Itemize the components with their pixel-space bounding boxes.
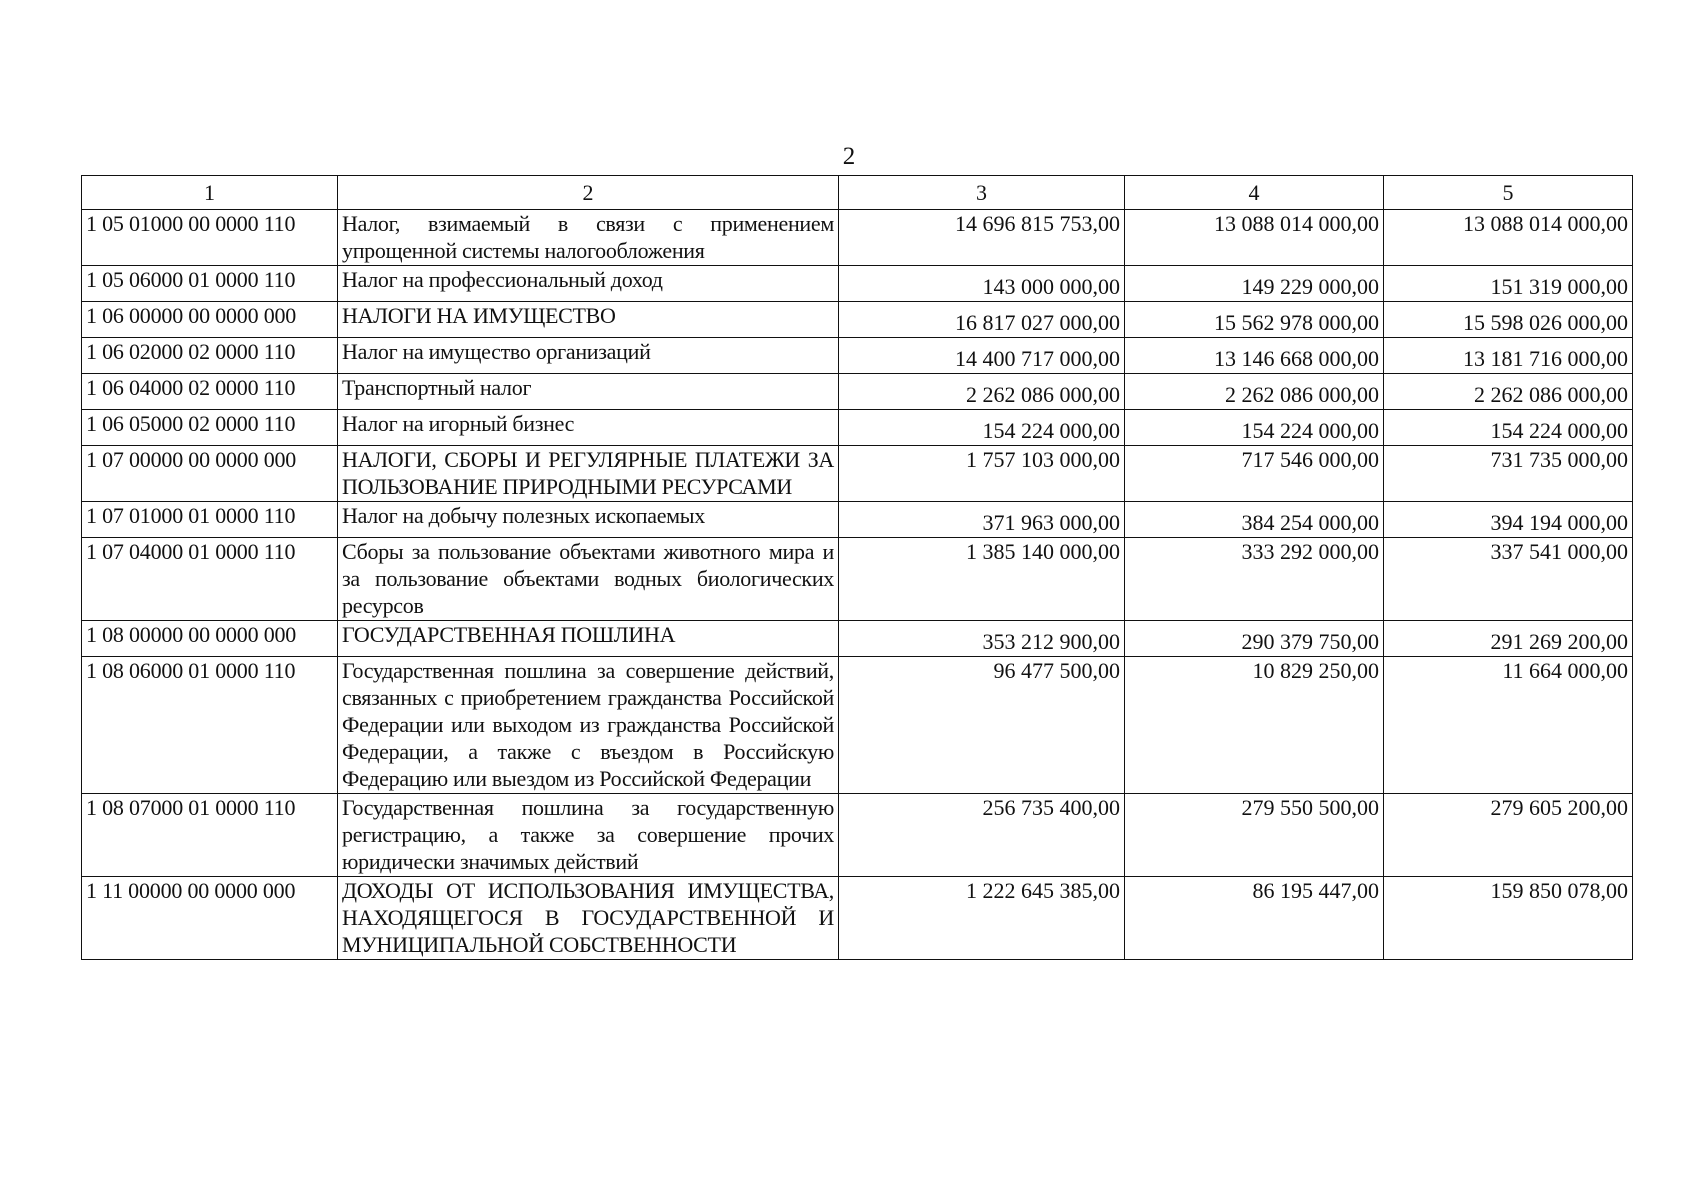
amount-col3: 371 963 000,00	[839, 502, 1125, 538]
amount-col4: 290 379 750,00	[1125, 621, 1384, 657]
amount-col5: 337 541 000,00	[1384, 538, 1633, 621]
table-row	[82, 877, 1633, 960]
amount-col5: 154 224 000,00	[1384, 410, 1633, 446]
revenue-code: 1 06 02000 02 0000 110	[82, 338, 338, 374]
amount-col5: 15 598 026 000,00	[1384, 302, 1633, 338]
amount-col3: 143 000 000,00	[839, 266, 1125, 302]
amount-col4: 333 292 000,00	[1125, 538, 1384, 621]
amount-col4: 13 088 014 000,00	[1125, 210, 1384, 266]
table-row	[82, 621, 1633, 657]
revenue-name: Государственная пошлина за совершение действий, связанных с приобретением гражданства Российской Федерации или выходом из гражданства Российской Федерации, а также с въездом в Российскую Федерацию или выездом из Российской Федерации	[338, 657, 839, 794]
table-row	[82, 210, 1633, 266]
revenue-name: Налог на профессиональный доход	[338, 266, 839, 302]
revenue-code: 1 08 06000 01 0000 110	[82, 657, 338, 794]
amount-col4: 2 262 086 000,00	[1125, 374, 1384, 410]
amount-col5: 2 262 086 000,00	[1384, 374, 1633, 410]
revenue-name: Налог на добычу полезных ископаемых	[338, 502, 839, 538]
revenue-code: 1 08 00000 00 0000 000	[82, 621, 338, 657]
amount-col3: 256 735 400,00	[839, 794, 1125, 877]
revenue-name: Налог на имущество организаций	[338, 338, 839, 374]
amount-col5: 731 735 000,00	[1384, 446, 1633, 502]
revenue-name: Транспортный налог	[338, 374, 839, 410]
revenue-code: 1 06 04000 02 0000 110	[82, 374, 338, 410]
revenue-name: НАЛОГИ, СБОРЫ И РЕГУЛЯРНЫЕ ПЛАТЕЖИ ЗА ПОЛЬЗОВАНИЕ ПРИРОДНЫМИ РЕСУРСАМИ	[338, 446, 839, 502]
amount-col4: 149 229 000,00	[1125, 266, 1384, 302]
revenue-name: Сборы за пользование объектами животного мира и за пользование объектами водных биологических ресурсов	[338, 538, 839, 621]
amount-col3: 154 224 000,00	[839, 410, 1125, 446]
revenue-code: 1 08 07000 01 0000 110	[82, 794, 338, 877]
revenue-name: Налог, взимаемый в связи с применением упрощенной системы налогообложения	[338, 210, 839, 266]
table-row	[82, 794, 1633, 877]
amount-col3: 96 477 500,00	[839, 657, 1125, 794]
revenue-name: ДОХОДЫ ОТ ИСПОЛЬЗОВАНИЯ ИМУЩЕСТВА, НАХОДЯЩЕГОСЯ В ГОСУДАРСТВЕННОЙ И МУНИЦИПАЛЬНОЙ СОБСТВЕННОСТИ	[338, 877, 839, 960]
table-row	[82, 502, 1633, 538]
table-row	[82, 446, 1633, 502]
table-row	[82, 374, 1633, 410]
amount-col3: 2 262 086 000,00	[839, 374, 1125, 410]
revenue-code: 1 11 00000 00 0000 000	[82, 877, 338, 960]
revenue-name: НАЛОГИ НА ИМУЩЕСТВО	[338, 302, 839, 338]
amount-col3: 1 385 140 000,00	[839, 538, 1125, 621]
revenue-code: 1 07 04000 01 0000 110	[82, 538, 338, 621]
amount-col5: 279 605 200,00	[1384, 794, 1633, 877]
amount-col3: 353 212 900,00	[839, 621, 1125, 657]
column-header-2: 2	[338, 176, 839, 210]
amount-col3: 14 400 717 000,00	[839, 338, 1125, 374]
page-number: 2	[842, 143, 856, 170]
column-header-4: 4	[1125, 176, 1384, 210]
amount-col4: 86 195 447,00	[1125, 877, 1384, 960]
amount-col4: 279 550 500,00	[1125, 794, 1384, 877]
amount-col5: 151 319 000,00	[1384, 266, 1633, 302]
column-header-1: 1	[82, 176, 338, 210]
revenue-code: 1 06 05000 02 0000 110	[82, 410, 338, 446]
column-header-5: 5	[1384, 176, 1633, 210]
revenue-name: Государственная пошлина за государственную регистрацию, а также за совершение прочих юридически значимых действий	[338, 794, 839, 877]
revenue-name: Налог на игорный бизнес	[338, 410, 839, 446]
table-row	[82, 302, 1633, 338]
revenue-code: 1 07 00000 00 0000 000	[82, 446, 338, 502]
amount-col3: 16 817 027 000,00	[839, 302, 1125, 338]
column-header-3: 3	[839, 176, 1125, 210]
amount-col5: 291 269 200,00	[1384, 621, 1633, 657]
revenue-code: 1 05 06000 01 0000 110	[82, 266, 338, 302]
revenue-code: 1 06 00000 00 0000 000	[82, 302, 338, 338]
amount-col3: 1 757 103 000,00	[839, 446, 1125, 502]
amount-col4: 384 254 000,00	[1125, 502, 1384, 538]
amount-col5: 13 181 716 000,00	[1384, 338, 1633, 374]
amount-col5: 159 850 078,00	[1384, 877, 1633, 960]
amount-col4: 154 224 000,00	[1125, 410, 1384, 446]
table-row	[82, 338, 1633, 374]
amount-col5: 394 194 000,00	[1384, 502, 1633, 538]
amount-col3: 1 222 645 385,00	[839, 877, 1125, 960]
amount-col5: 11 664 000,00	[1384, 657, 1633, 794]
revenue-name: ГОСУДАРСТВЕННАЯ ПОШЛИНА	[338, 621, 839, 657]
table-row	[82, 410, 1633, 446]
table-row	[82, 538, 1633, 621]
amount-col4: 10 829 250,00	[1125, 657, 1384, 794]
amount-col4: 15 562 978 000,00	[1125, 302, 1384, 338]
amount-col5: 13 088 014 000,00	[1384, 210, 1633, 266]
amount-col4: 717 546 000,00	[1125, 446, 1384, 502]
table-row	[82, 266, 1633, 302]
table-body	[82, 176, 1633, 960]
column-header-row	[82, 176, 1633, 210]
revenue-code: 1 05 01000 00 0000 110	[82, 210, 338, 266]
table-row	[82, 657, 1633, 794]
revenue-code: 1 07 01000 01 0000 110	[82, 502, 338, 538]
amount-col4: 13 146 668 000,00	[1125, 338, 1384, 374]
revenue-table	[81, 175, 1633, 960]
amount-col3: 14 696 815 753,00	[839, 210, 1125, 266]
